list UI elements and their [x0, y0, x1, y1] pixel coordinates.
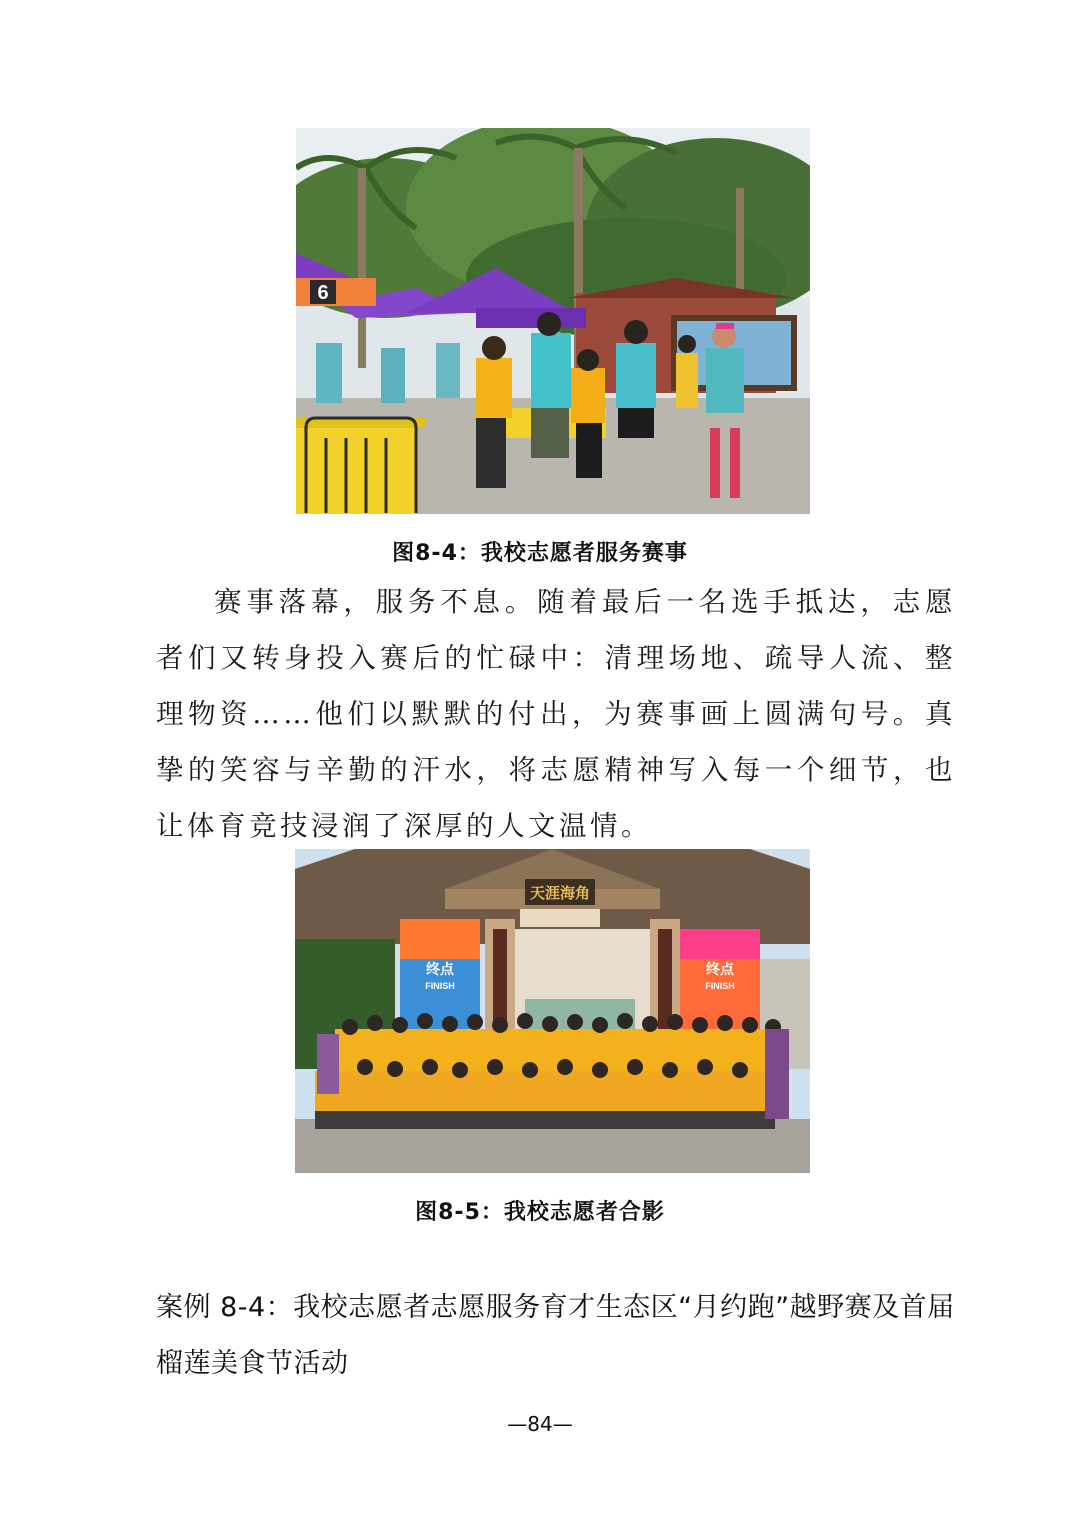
volunteers-serving-photo	[296, 128, 810, 514]
finish-banner-right-main: 终点	[706, 961, 734, 977]
gate-sign: 天涯海角	[529, 884, 591, 902]
page-number: —84—	[507, 1412, 573, 1436]
finish-banner-left-sub: FINISH	[425, 981, 455, 991]
volunteers-group-photo	[295, 849, 810, 1173]
figure-caption: 图8-5：我校志愿者合影	[415, 1200, 665, 1225]
tent-number-sign: 6	[317, 282, 329, 304]
figure-caption: 图8-4：我校志愿者服务赛事	[392, 541, 688, 566]
case-heading: 案例 8-4：我校志愿者志愿服务育才生态区“月约跑”越野赛及首届榴莲美食节活动	[156, 1292, 955, 1379]
finish-banner-right-sub: FINISH	[705, 981, 735, 991]
body-paragraph: 赛事落幕，服务不息。随着最后一名选手抵达，志愿者们又转身投入赛后的忙碌中：清理场地、疏导人流、整理物资……他们以默默的付出，为赛事画上圆满句号。真挚的笑容与辛勤的汗水，将志愿精神写入每一个细节，也让体育竞技浸润了深厚的人文温情。	[156, 586, 956, 842]
finish-banner-left-main: 终点	[426, 961, 454, 977]
